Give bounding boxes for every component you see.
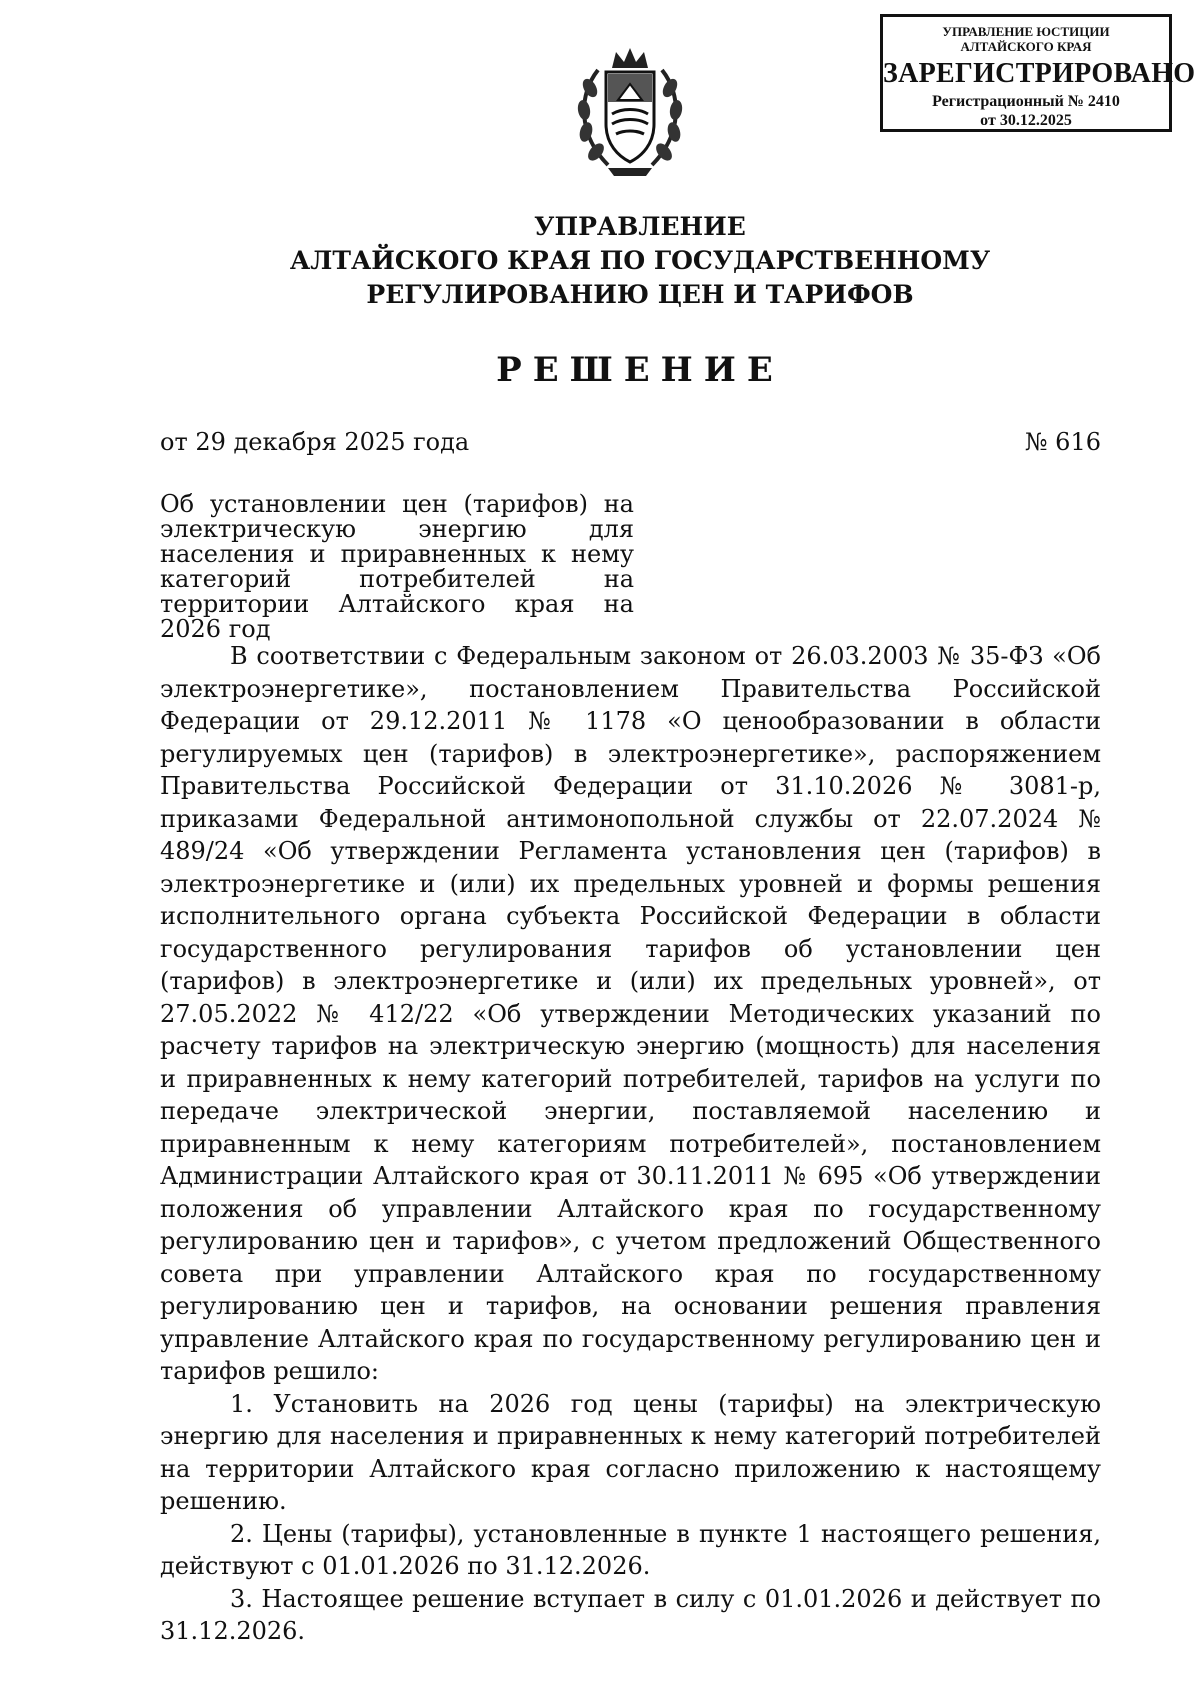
- clause-3: 3. Настоящее решение вступает в силу с 01.01.2026 и действует по 31.12.2026.: [160, 1584, 1101, 1645]
- document-number: № 616: [1024, 428, 1101, 456]
- coat-of-arms-emblem: [568, 40, 692, 184]
- preamble-paragraph: В соответствии с Федеральным законом от 26.03.2003 № 35-ФЗ «Об электроэнергетике», постановлением Правительства Российской Федерации от 29.12.2011 № 1178 «О ценообразовании в области регулируемых цен (тарифов) в электроэнергетике», распоряжением Правительства Российской Федерации от 31.10.2026 № 3081-р, приказами Федеральной антимонопольной службы от 22.07.2024 № 489/24 «Об утверждении Регламента установления цен (тарифов) в электроэнергетике и (или) их предельных уровней и формы решения исполнительного органа субъекта Российской Федерации в области государственного регулирования тарифов об установлении цен (тарифов) в электроэнергетике и (или) их предельных уровней», от 27.05.2022 № 412/22 «Об утверждении Методических указаний по расчету тарифов на электрическую энергию (мощность) для населения и приравненных к нему категорий потребителей, тарифов на услуги по передаче электрической энергии, поставляемой населению и приравненным к нему категориям потребителей», постановлением Администрации Алтайского края от 30.11.2011 № 695 «Об утверждении положения об управлении Алтайского края по государственному регулированию цен и тарифов», с учетом предложений Общественного совета при управлении Алтайского края по государственному регулированию цен и тарифов, на основании решения правления управление Алтайского края по государственному регулированию цен и тарифов решило:: [160, 642, 1101, 1385]
- stamp-line-2: АЛТАЙСКОГО КРАЯ: [960, 39, 1092, 54]
- document-date: от 29 декабря 2025 года: [160, 428, 470, 456]
- authority-line-3: РЕГУЛИРОВАНИЮ ЦЕН И ТАРИФОВ: [366, 280, 914, 309]
- clause-1: 1. Установить на 2026 год цены (тарифы) на электрическую энергию для населения и приравненных к нему категорий потребителей на территории Алтайского края согласно приложению к настоящему решению.: [160, 1389, 1101, 1515]
- registration-stamp: [880, 14, 1196, 132]
- document-body: [160, 640, 1101, 1648]
- document-type-title: РЕШЕНИЕ: [496, 350, 784, 390]
- stamp-registered: ЗАРЕГИСТРИРОВАНО: [883, 58, 1196, 89]
- clause-2: 2. Цены (тарифы), установленные в пункте 1 настоящего решения, действуют с 01.01.2026 по 31.12.2026.: [160, 1519, 1101, 1580]
- stamp-line-1: УПРАВЛЕНИЕ ЮСТИЦИИ: [942, 24, 1110, 39]
- stamp-reg-number: Регистрационный № 2410: [932, 93, 1120, 110]
- issuing-authority: [160, 210, 1120, 312]
- stamp-reg-date: от 30.12.2025: [980, 112, 1072, 129]
- date-number-line: [160, 428, 1101, 456]
- authority-line-2: АЛТАЙСКОГО КРАЯ ПО ГОСУДАРСТВЕННОМУ: [289, 246, 991, 275]
- document-subject: Об установлении цен (тарифов) на электрическую энергию для населения и приравненных к нему категорий потребителей на территории Алтайского края на 2026 год: [160, 490, 634, 643]
- authority-line-1: УПРАВЛЕНИЕ: [534, 212, 746, 241]
